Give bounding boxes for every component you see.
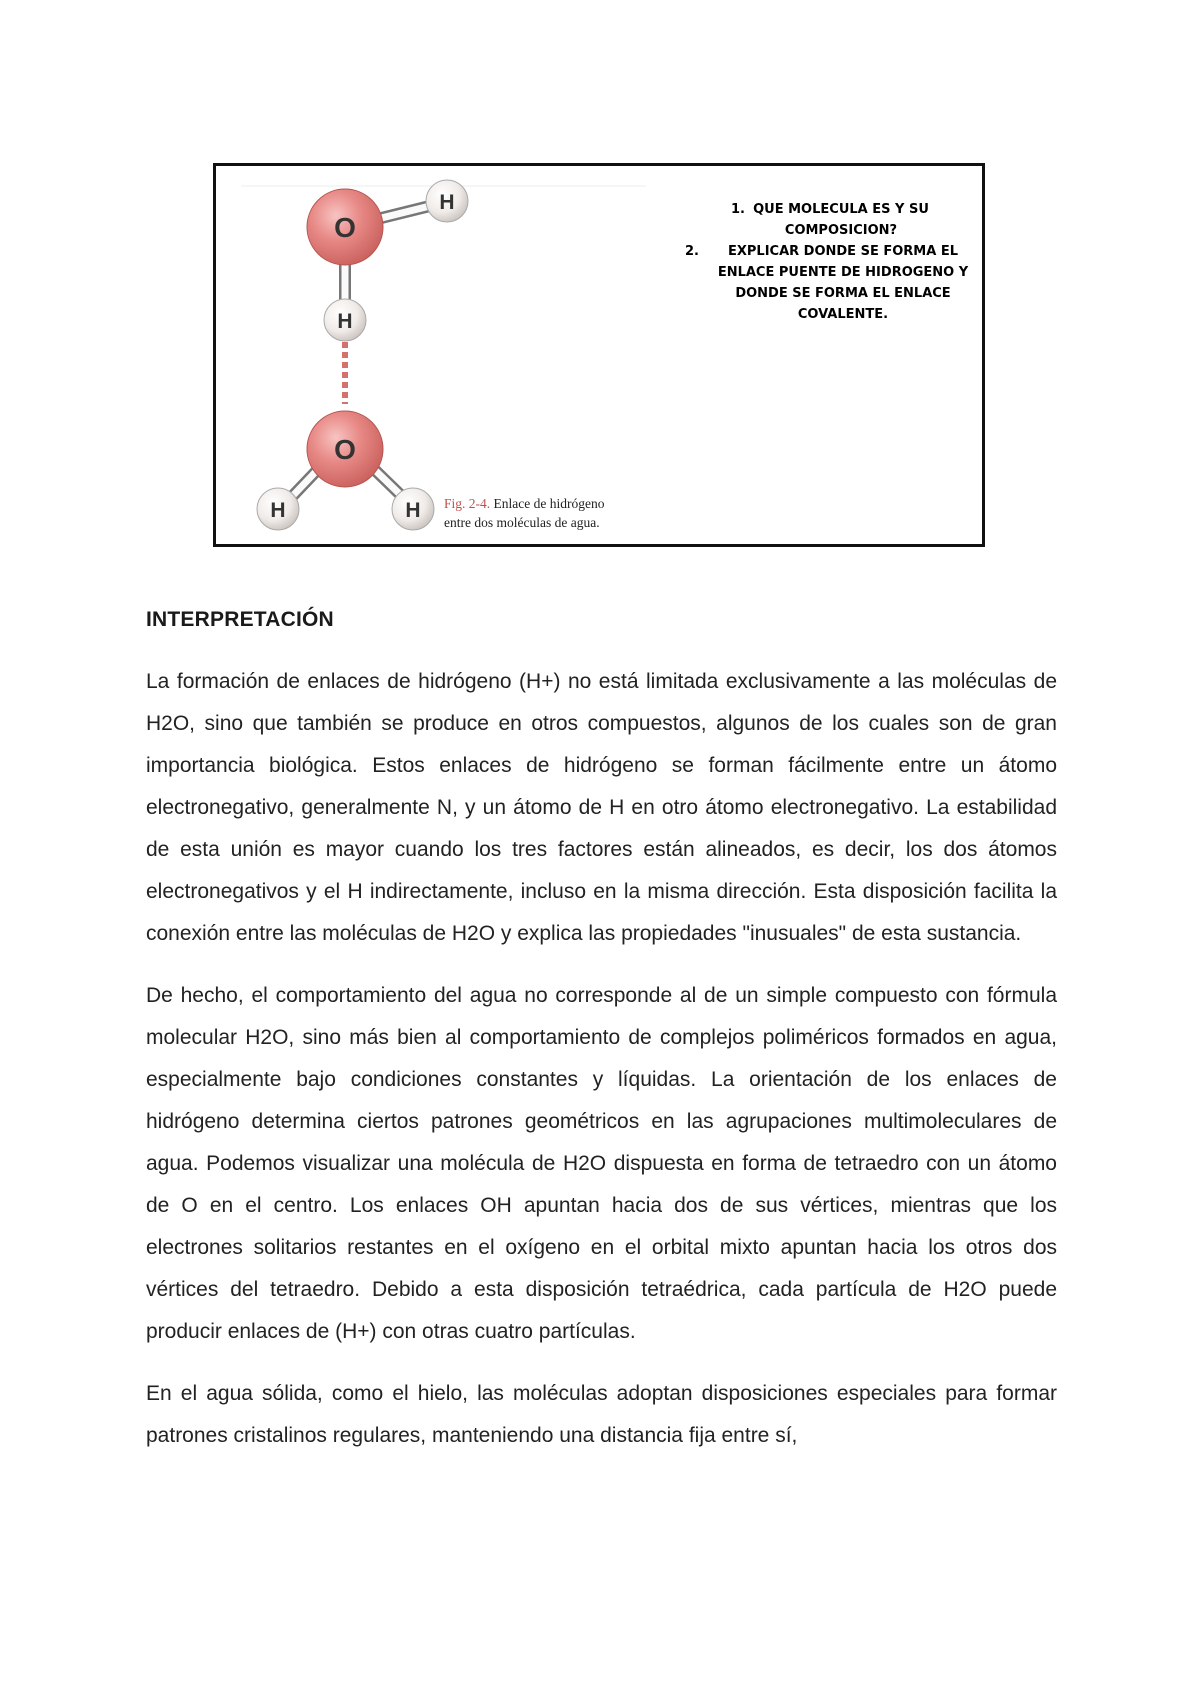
svg-text:H: H bbox=[337, 310, 353, 333]
paragraph: De hecho, el comportamiento del agua no corresponde al de un simple compuesto con fórmula molecular H2O, sino más bien al comportamiento de complejos poliméricos formados en agua, especialmente bajo condiciones constantes y líquidas. La orientación de los enlaces de hidrógeno determina ciertos patrones geométricos en las agrupaciones multimoleculares de agua. Podemos visualizar una molécula de H2O dispuesta en forma de tetraedro con un átomo de O en el centro. Los enlaces OH apuntan hacia dos de sus vértices, mientras que los electrones solitarios restantes en el oxígeno en el orbital mixto apuntan hacia los otros dos vértices del tetraedro. Debido a esta disposición tetraédrica, cada partícula de H2O puede producir enlaces de (H+) con otras cuatro partículas. bbox=[146, 984, 1057, 1343]
figure-caption bbox=[444, 494, 604, 532]
figure-frame bbox=[213, 163, 985, 547]
question-number: 2. bbox=[685, 244, 699, 259]
atom-bottom-left-hydrogen bbox=[257, 488, 299, 530]
section-heading: INTERPRETACIÓN bbox=[146, 608, 334, 631]
svg-text:O: O bbox=[334, 212, 356, 243]
caption-line-1: Enlace de hidrógeno bbox=[493, 496, 605, 511]
paragraph: En el agua sólida, como el hielo, las moléculas adoptan disposiciones especiales para formar patrones cristalinos regulares, manteniendo una distancia fija entre sí, bbox=[146, 1382, 1057, 1447]
atom-top-right-hydrogen bbox=[426, 180, 468, 222]
svg-text:H: H bbox=[405, 499, 421, 522]
paragraph: La formación de enlaces de hidrógeno (H+) no está limitada exclusivamente a las moléculas de H2O, sino que también se produce en otros compuestos, algunos de los cuales son de gran importancia biológica. Estos enlaces de hidrógeno se forman fácilmente entre un átomo electronegativo, generalmente N, y un átomo de H en otro átomo electronegativo. La estabilidad de esta unión es mayor cuando los tres factores están alineados, es decir, los dos átomos electronegativos y el H indirectamente, incluso en la misma dirección. Esta disposición facilita la conexión entre las moléculas de H2O y explica las propiedades "inusuales" de esta sustancia. bbox=[146, 670, 1057, 945]
caption-line-2: entre dos moléculas de agua. bbox=[444, 515, 600, 530]
body-text bbox=[146, 661, 1057, 1477]
question-number: 1. bbox=[731, 202, 745, 217]
svg-text:H: H bbox=[270, 499, 286, 522]
question-item bbox=[691, 199, 991, 241]
question-item bbox=[685, 241, 991, 325]
svg-text:H: H bbox=[439, 191, 455, 214]
question-text: QUE MOLECULA ES Y SU COMPOSICION? bbox=[753, 202, 929, 238]
question-list bbox=[685, 199, 991, 325]
atom-middle-hydrogen bbox=[324, 299, 366, 341]
atom-bottom-right-hydrogen bbox=[392, 488, 434, 530]
svg-text:O: O bbox=[334, 434, 356, 465]
atom-top-oxygen bbox=[307, 189, 383, 265]
question-text: EXPLICAR DONDE SE FORMA EL ENLACE PUENTE DE HIDROGENO Y DONDE SE FORMA EL ENLACE COVALENTE. bbox=[717, 244, 969, 322]
caption-fig-label: Fig. 2-4. bbox=[444, 496, 491, 511]
atom-bottom-oxygen bbox=[307, 411, 383, 487]
